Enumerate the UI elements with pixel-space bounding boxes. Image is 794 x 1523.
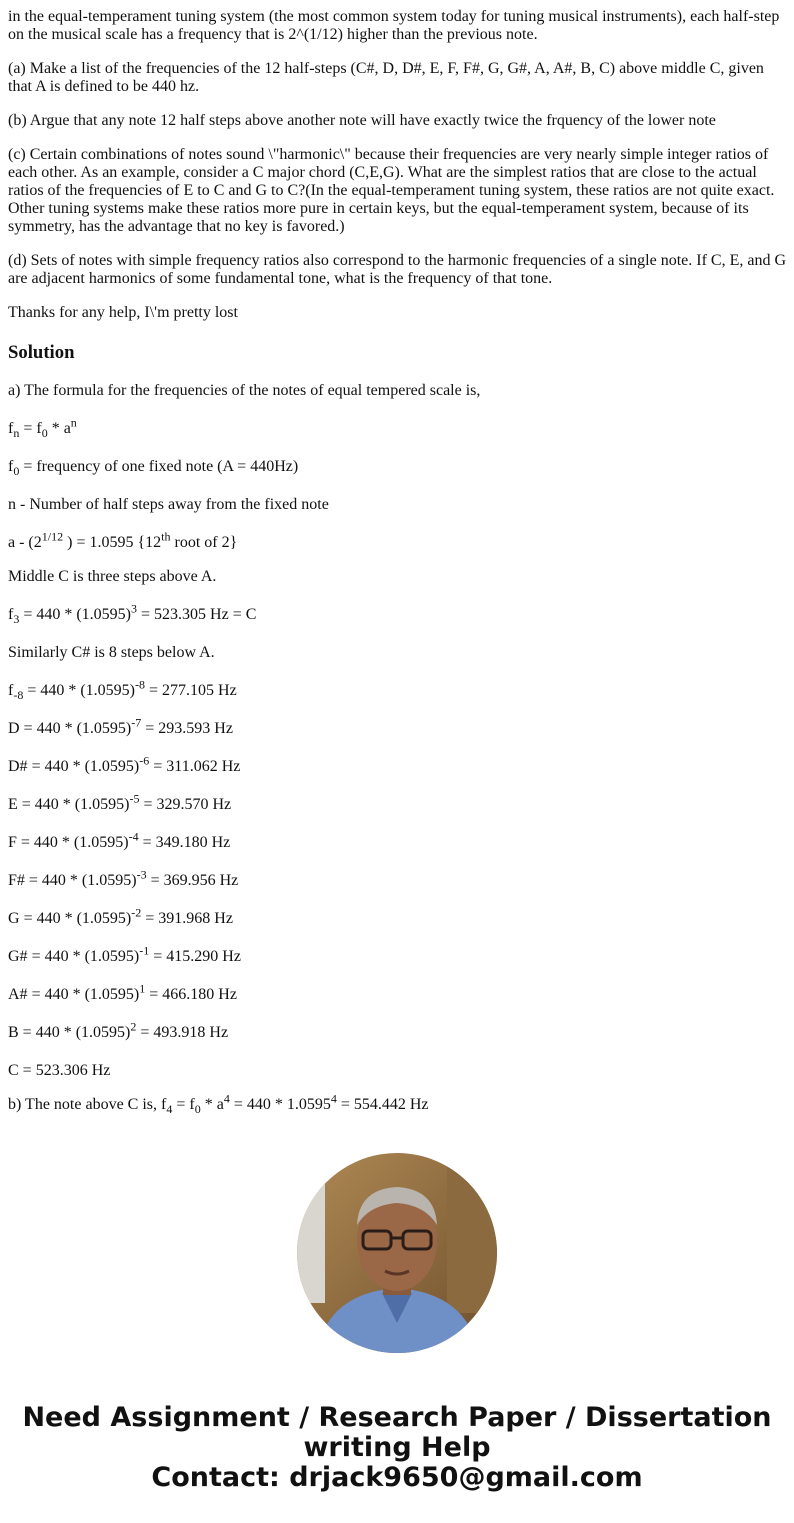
note-label: A#	[8, 986, 28, 1003]
note-frequency: 415.290 Hz	[166, 948, 241, 965]
note-label: E	[8, 796, 18, 813]
note-frequency-line: $B = 440 * (1.0595)^2 = 493.918$ Hz	[8, 1019, 229, 1041]
note-label: B	[8, 1024, 19, 1041]
note-label: F#	[8, 872, 25, 889]
question-closing: Thanks for any help, I\'m pretty lost	[8, 304, 238, 321]
note-frequency-list	[8, 715, 786, 1042]
part-b-result: b) The note above C is, $f_4 = f_0 * a^4 = 440 * 1.0595^4 = 554.442$ Hz	[8, 1091, 429, 1117]
question-part-b: (b) Argue that any note 12 half steps above another note will have exactly twice the frquency of the lower note	[8, 112, 716, 129]
note-label: G#	[8, 948, 28, 965]
formula-line: $f_n = f_0 * a^n$	[8, 415, 77, 441]
note-label: D	[8, 720, 20, 737]
footer-line-2: writing Help	[303, 1432, 491, 1463]
note-label: F	[8, 834, 17, 851]
n-definition: n - Number of half steps away from the fixed note	[8, 496, 329, 513]
question-intro: in the equal-temperament tuning system (the most common system today for tuning musical instruments), each half-step on the musical scale has a frequency that is 2^(1/12) higher than the previous note.	[8, 8, 780, 43]
note-exponent: -1	[139, 943, 150, 958]
note-exponent: -7	[131, 715, 142, 730]
author-photo	[297, 1153, 497, 1353]
note-exponent: -5	[129, 791, 140, 806]
solution-body	[8, 382, 786, 1117]
formula-intro: a) The formula for the frequencies of the notes of equal tempered scale is,	[8, 382, 481, 399]
note-frequency: 369.956 Hz	[163, 872, 239, 889]
question-part-c: (c) Certain combinations of notes sound \"harmonic\" because their frequencies are very nearly simple integer ratios of each other. As an example, consider a C major chord (C,E,G). What are the simplest ratios that are close to the actual ratios of the frequencies of E to C and G to C?(In the equal-temperament tuning system, these ratios are not quite exact. Other tuning systems make these ratios more pure in certain keys, but the equal-temperament system, because of its symmetry, has the advantage that no key is favored.)	[8, 146, 775, 235]
question-part-d: (d) Sets of notes with simple frequency ratios also correspond to the harmonic frequencies of a single note. If C, E, and G are adjacent harmonics of some fundamental tone, what is the frequency of that tone.	[8, 252, 787, 287]
f3-line: $f_3 = 440 * (1.0595)^3 = 523.305$ Hz = C	[8, 601, 257, 627]
note-frequency: 329.570 Hz	[156, 796, 232, 813]
note-exponent: -2	[131, 905, 142, 920]
note-label: D#	[8, 758, 28, 775]
note-frequency-line: D# = $440 * (1.0595)^{-6} = 311.062$ Hz	[8, 753, 241, 775]
note-frequency: 391.968 Hz	[158, 910, 233, 927]
footer-line-1: Need Assignment / Research Paper / Dissertation	[22, 1402, 772, 1433]
note-frequency-line: $G = 440 * (1.0595)^{-2} = 391.968$ Hz	[8, 905, 233, 927]
f0-definition: $f_0$ = frequency of one fixed note (A = 440Hz)	[8, 458, 299, 479]
note-exponent: 1	[139, 981, 146, 996]
c-sharp-note: Similarly C# is 8 steps below A.	[8, 644, 215, 661]
note-frequency-line: $F = 440 * (1.0595)^{-4} = 349.180$ Hz	[8, 829, 231, 851]
solution-heading: Solution	[8, 342, 75, 363]
footer-banner	[0, 1403, 794, 1493]
note-frequency: 493.918 Hz	[153, 1024, 229, 1041]
note-exponent: 2	[130, 1019, 137, 1034]
note-exponent: -3	[136, 867, 147, 882]
note-frequency: 349.180 Hz	[155, 834, 231, 851]
note-frequency: 311.062 Hz	[166, 758, 241, 775]
note-label: G	[8, 910, 20, 927]
note-frequency: 466.180 Hz	[162, 986, 237, 1003]
note-frequency-line: A# = $440 * (1.0595)^1 = 466.180$ Hz	[8, 981, 237, 1003]
a-definition: a - ($2^{1/12}$ ) = 1.0595 {12th root of 2}	[8, 529, 238, 551]
note-frequency-line: $D = 440 * (1.0595)^{-7} = 293.593$ Hz	[8, 715, 233, 737]
note-exponent: -4	[128, 829, 139, 844]
note-frequency-line: $E = 440 * (1.0595)^{-5} = 329.570$ Hz	[8, 791, 232, 813]
note-frequency: 293.593 Hz	[158, 720, 233, 737]
question-part-a: (a) Make a list of the frequencies of the 12 half-steps (C#, D, D#, E, F, F#, G, G#, A, A#, B, C) above middle C, given that A is defined to be 440 hz.	[8, 60, 764, 95]
footer-contact: Contact: drjack9650@gmail.com	[151, 1462, 643, 1493]
note-frequency-line: G# = $440 * (1.0595)^{-1} = 415.290$ Hz	[8, 943, 241, 965]
middle-c-note: Middle C is three steps above A.	[8, 568, 217, 585]
note-frequency-line: F# = $440 * (1.0595)^{-3} = 369.956$ Hz	[8, 867, 239, 889]
c-final-line: C = 523.306 Hz	[8, 1062, 111, 1079]
author-photo-icon	[297, 1153, 497, 1353]
f-minus8-line: $f_{-8} = 440 * (1.0595)^{-8} = 277.105$ Hz	[8, 677, 237, 703]
note-exponent: -6	[139, 753, 150, 768]
